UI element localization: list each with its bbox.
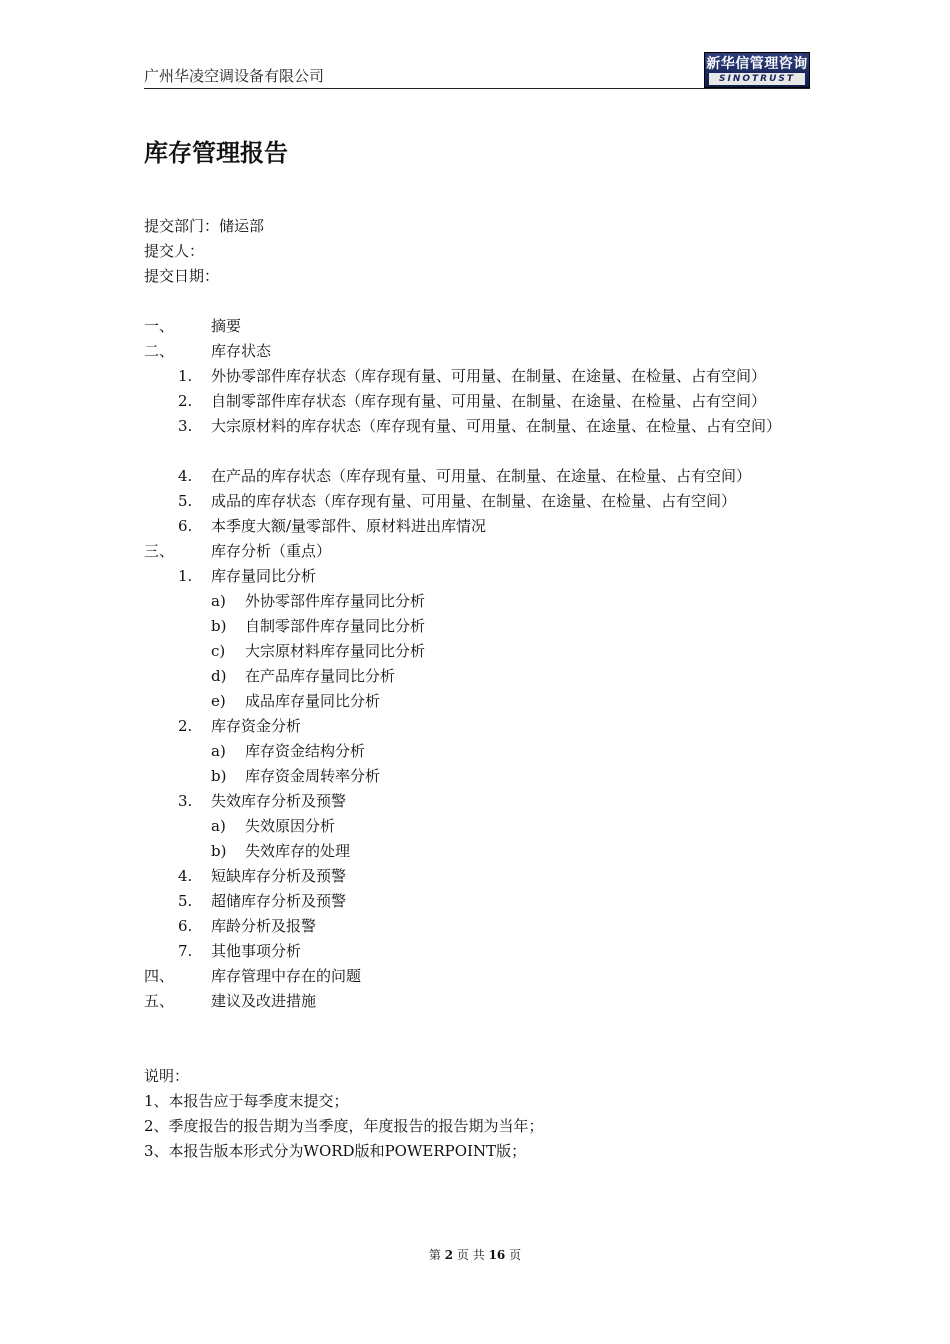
company-name: 广州华凌空调设备有限公司: [144, 67, 325, 85]
footer-post: 页: [509, 1248, 522, 1262]
subsection-num: 3.: [178, 792, 193, 810]
list-item: 大宗原材料库存量同比分析: [245, 642, 426, 660]
subsection-text: 失效库存分析及预警: [211, 792, 347, 810]
list-item: 失效原因分析: [245, 817, 336, 835]
notes-heading: 说明：: [144, 1067, 190, 1085]
total-pages: 16: [488, 1248, 506, 1262]
section-3-text: 库存分析（重点）: [211, 542, 332, 560]
note-line: 3、本报告版本形式分为WORD版和POWERPOINT版；: [144, 1142, 527, 1160]
list-item-num: d): [211, 667, 227, 685]
section-2-text: 库存状态: [211, 342, 272, 360]
subsection-text: 库存量同比分析: [211, 567, 317, 585]
subsection-text: 短缺库存分析及预警: [211, 867, 347, 885]
note-line: 1、本报告应于每季度末提交；: [144, 1092, 349, 1110]
list-item-num: b): [211, 842, 227, 860]
section-2-num: 二、: [144, 342, 175, 360]
list-item: 成品的库存状态（库存现有量、可用量、在制量、在途量、在检量、占有空间）: [211, 492, 737, 510]
section-5-text: 建议及改进措施: [211, 992, 317, 1010]
subsection-num: 2.: [178, 717, 193, 735]
section-3-num: 三、: [144, 542, 175, 560]
list-item-num: 3.: [178, 417, 193, 435]
list-item: 在产品的库存状态（库存现有量、可用量、在制量、在途量、在检量、占有空间）: [211, 467, 752, 485]
list-item: 自制零部件库存量同比分析: [245, 617, 426, 635]
subsection-text: 超储库存分析及预警: [211, 892, 347, 910]
list-item-num: b): [211, 767, 227, 785]
page-header: [144, 58, 810, 89]
subsection-text: 库存资金分析: [211, 717, 302, 735]
list-item: 外协零部件库存状态（库存现有量、可用量、在制量、在途量、在检量、占有空间）: [211, 367, 767, 385]
list-item-num: a): [211, 742, 226, 760]
list-item: 失效库存的处理: [245, 842, 351, 860]
list-item: 库存资金结构分析: [245, 742, 366, 760]
logo-cn-text: 新华信管理咨询: [706, 56, 808, 72]
subsection-num: 4.: [178, 867, 193, 885]
list-item-num: b): [211, 617, 227, 635]
list-item-num: 4.: [178, 467, 193, 485]
report-title: 库存管理报告: [144, 139, 288, 167]
list-item: 库存资金周转率分析: [245, 767, 381, 785]
list-item-num: e): [211, 692, 226, 710]
list-item: 大宗原材料的库存状态（库存现有量、可用量、在制量、在途量、在检量、占有空间）: [211, 417, 782, 435]
subsection-num: 1.: [178, 567, 193, 585]
section-1-text: 摘要: [211, 317, 242, 335]
list-item: 在产品库存量同比分析: [245, 667, 396, 685]
list-item: 本季度大额/量零部件、原材料进出库情况: [211, 517, 487, 535]
list-item: 自制零部件库存状态（库存现有量、可用量、在制量、在途量、在检量、占有空间）: [211, 392, 767, 410]
footer-mid: 页 共: [456, 1248, 485, 1262]
section-4-num: 四、: [144, 967, 175, 985]
page-number: 2: [444, 1248, 454, 1262]
list-item-num: 6.: [178, 517, 193, 535]
subsection-num: 6.: [178, 917, 193, 935]
list-item-num: a): [211, 817, 226, 835]
logo-en-text: SINOTRUST: [709, 73, 805, 85]
list-item-num: a): [211, 592, 226, 610]
sinotrust-logo: [704, 52, 810, 88]
subsection-text: 其他事项分析: [211, 942, 302, 960]
note-line: 2、季度报告的报告期为当季度，年度报告的报告期为当年；: [144, 1117, 544, 1135]
list-item: 成品库存量同比分析: [245, 692, 381, 710]
meta-dept: 提交部门：储运部: [144, 217, 265, 235]
list-item-num: 2.: [178, 392, 193, 410]
list-item: 外协零部件库存量同比分析: [245, 592, 426, 610]
footer-pre: 第: [428, 1248, 441, 1262]
list-item-num: c): [211, 642, 226, 660]
subsection-num: 5.: [178, 892, 193, 910]
meta-date: 提交日期：: [144, 267, 220, 285]
meta-person: 提交人：: [144, 242, 205, 260]
list-item-num: 1.: [178, 367, 193, 385]
subsection-num: 7.: [178, 942, 193, 960]
section-4-text: 库存管理中存在的问题: [211, 967, 362, 985]
page-footer: [0, 1246, 950, 1263]
list-item-num: 5.: [178, 492, 193, 510]
subsection-text: 库龄分析及报警: [211, 917, 317, 935]
section-5-num: 五、: [144, 992, 175, 1010]
section-1-num: 一、: [144, 317, 175, 335]
